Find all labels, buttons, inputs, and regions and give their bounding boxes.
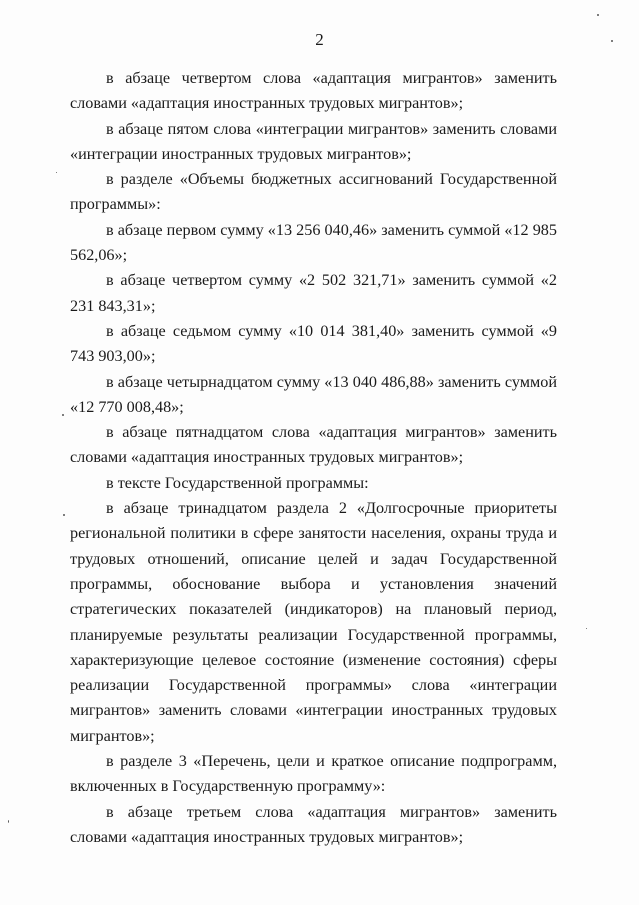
paragraph-3: в разделе «Объемы бюджетных ассигнований Государственной программы»: <box>70 170 557 214</box>
paragraph-9: в тексте Государственной программы: <box>106 473 369 492</box>
page-number: 2 <box>315 30 324 49</box>
scan-speck <box>586 628 587 629</box>
scan-speck <box>611 40 613 42</box>
scan-speck <box>56 172 57 173</box>
scan-speck <box>62 414 64 416</box>
document-body <box>70 66 557 850</box>
paragraph-7: в абзаце четырнадцатом сумму «13 040 486,88» заменить суммой «12 770 008,48»; <box>70 372 557 416</box>
scan-speck <box>63 514 65 516</box>
paragraph-1: в абзаце четвертом слова «адаптация мигрантов» заменить словами «адаптация иностранных трудовых мигрантов»; <box>70 69 557 113</box>
paragraph-2: в абзаце пятом слова «интеграции мигрантов» заменить словами «интеграции иностранных трудовых мигрантов»; <box>70 119 557 163</box>
paragraph-8: в абзаце пятнадцатом слова «адаптация мигрантов» заменить словами «адаптация иностранных трудовых мигрантов»; <box>70 423 557 467</box>
paragraph-5: в абзаце четвертом сумму «2 502 321,71» заменить суммой «2 231 843,31»; <box>70 271 557 315</box>
scan-speck <box>8 820 9 823</box>
scan-speck <box>597 14 599 16</box>
paragraph-4: в абзаце первом сумму «13 256 040,46» заменить суммой «12 985 562,06»; <box>70 220 557 265</box>
paragraph-11: в разделе 3 «Перечень, цели и краткое описание подпрограмм, включенных в Государственную программу»: <box>70 752 557 796</box>
paragraph-10: в абзаце тринадцатом раздела 2 «Долгосрочные приоритеты региональной политики в сфере занятости населения, охраны труда и трудовых отношений, описание целей и задач Государственной программы, обоснование выбора и установления значений стратегических показателей (индикаторов) на плановый период, планируемые результаты реализации Государственной программы, характеризующие целевое состояние (изменение состояния) сферы реализации Государственной программы» слова «интеграции мигрантов» заменить словами «интеграции иностранных трудовых мигрантов»; <box>70 499 557 745</box>
paragraph-12: в абзаце третьем слова «адаптация мигрантов» заменить словами «адаптация иностранных трудовых мигрантов»; <box>70 802 557 846</box>
paragraph-6: в абзаце седьмом сумму «10 014 381,40» заменить суммой «9 743 903,00»; <box>70 321 557 366</box>
